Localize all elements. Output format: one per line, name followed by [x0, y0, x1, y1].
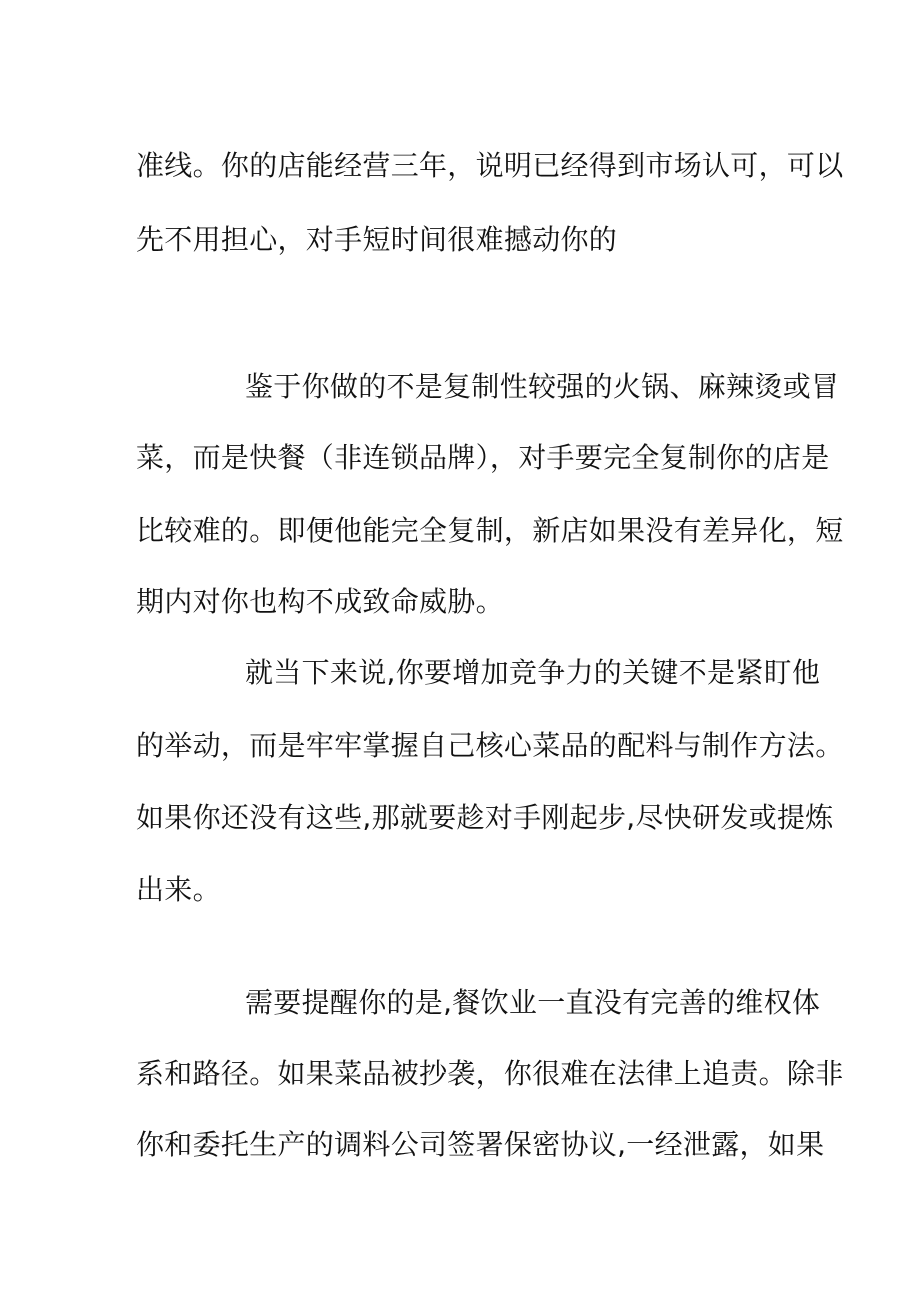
- text-line: 的举动，而是牢牢掌握自己核心菜品的配料与制作方法。: [136, 729, 844, 762]
- text-line: 先不用担心，对手短时间很难撼动你的: [136, 223, 618, 256]
- text-line: 需要提醒你的是,餐饮业一直没有完善的维权体: [245, 986, 821, 1019]
- text-line: 就当下来说,你要增加竞争力的关键不是紧盯他: [245, 656, 821, 689]
- text-line: 菜，而是快餐（非连锁品牌），对手要完全复制你的店是: [136, 441, 830, 474]
- text-line: 比较难的。即便他能完全复制，新店如果没有差异化，短: [136, 514, 844, 547]
- text-line: 出来。: [136, 873, 221, 906]
- text-line: 期内对你也构不成致命威胁。: [136, 585, 504, 618]
- text-line: 你和委托生产的调料公司签署保密协议,一经泄露，如果: [136, 1128, 825, 1161]
- text-line: 准线。你的店能经营三年，说明已经得到市场认可，可以: [136, 149, 844, 182]
- text-line: 鉴于你做的不是复制性较强的火锅、麻辣烫或冒: [245, 370, 840, 403]
- text-line: 如果你还没有这些,那就要趁对手刚起步,尽快研发或提炼: [136, 801, 834, 834]
- text-line: 系和路径。如果菜品被抄袭，你很难在法律上追责。除非: [136, 1057, 844, 1090]
